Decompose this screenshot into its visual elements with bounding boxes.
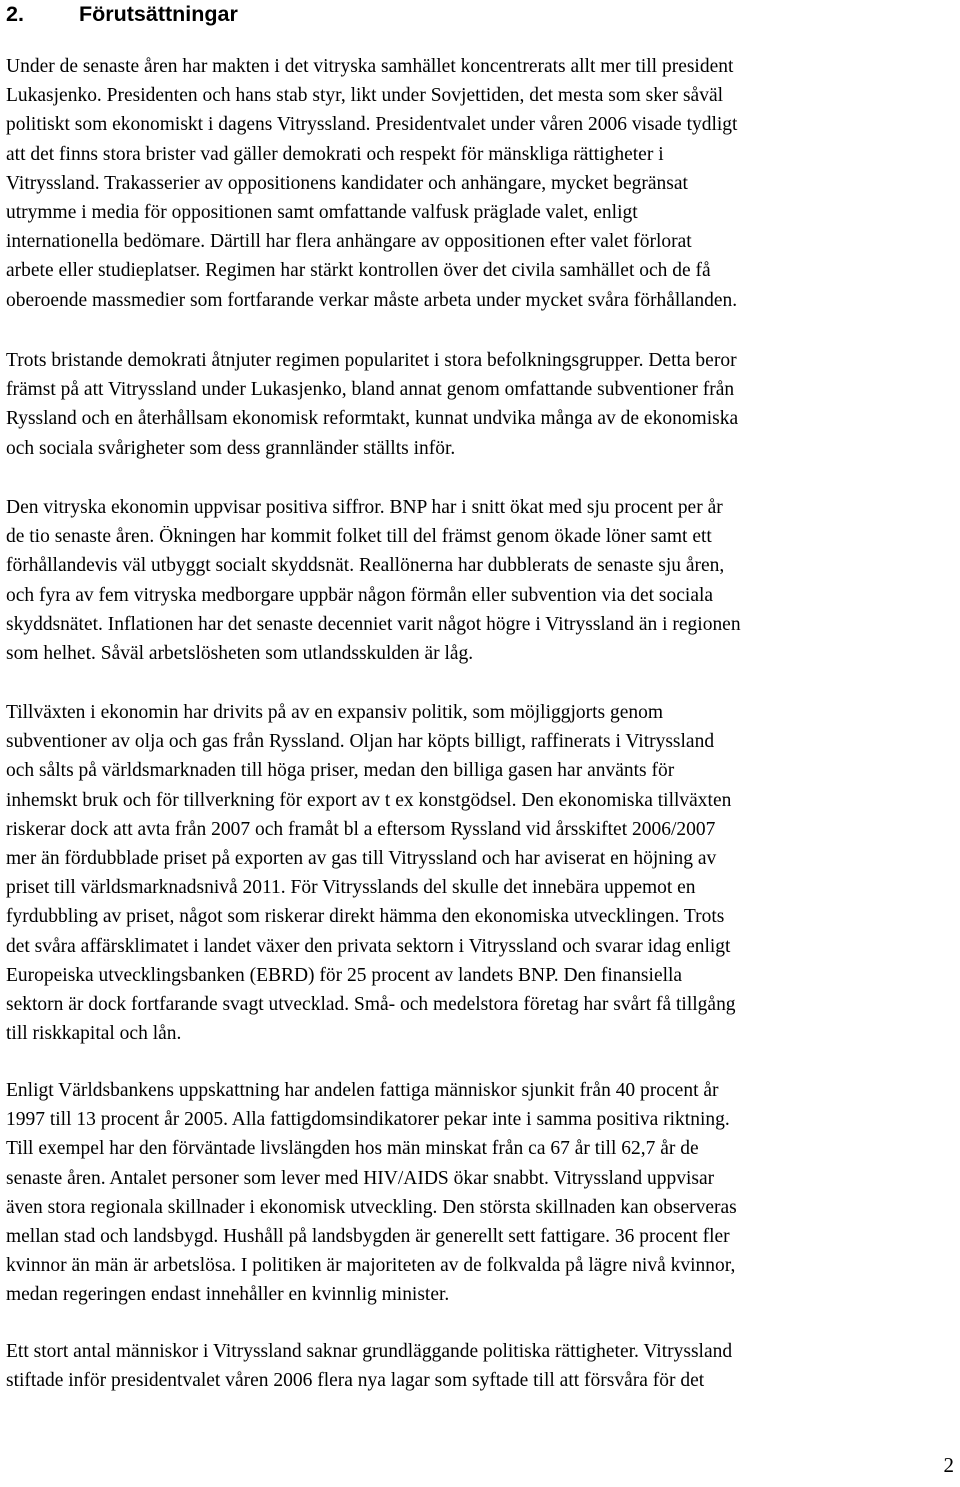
paragraph-2 [6,346,960,463]
text-line: mellan stad och landsbygd. Hushåll på landsbygden är generellt sett fattigare. 36 procent fler [6,1226,730,1248]
text-line: riskerar dock att avta från 2007 och framåt bl a eftersom Ryssland vid årsskiftet 2006/2007 [6,818,716,840]
text-line: subventioner av olja och gas från Ryssland. Oljan har köpts billigt, raffinerats i Vitryssland [6,731,715,753]
section-title: Förutsättningar [79,2,238,26]
text-line: och sålts på världsmarknaden till höga priser, medan den billiga gasen har använts för [6,760,675,782]
text-line: senaste åren. Antalet personer som lever med HIV/AIDS ökar snabbt. Vitryssland uppvisar [6,1167,715,1189]
paragraph-3 [6,493,960,668]
text-line: även stora regionala skillnader i ekonomisk utveckling. Den största skillnaden kan observeras [6,1196,737,1218]
text-line: 1997 till 13 procent år 2005. Alla fattigdomsindikatorer pekar inte i samma positiva riktning. [6,1109,730,1131]
text-line: till riskkapital och lån. [6,1023,182,1045]
text-line: de tio senaste åren. Ökningen har kommit folket till del främst genom ökade löner samt ett [6,526,712,548]
text-line: Enligt Världsbankens uppskattning har andelen fattiga människor sjunkit från 40 procent år [6,1080,719,1101]
text-line: inhemskt bruk och för tillverkning för export av t ex konstgödsel. Den ekonomiska tillväxten [6,789,732,811]
text-line: utrymme i media för oppositionen samt omfattande valfusk präglade valet, enligt [6,202,638,224]
text-line: Europeiska utvecklingsbanken (EBRD) för 25 procent av landets BNP. Den finansiella [6,964,683,986]
text-line: oberoende massmedier som fortfarande verkar måste arbeta under mycket svåra förhållanden. [6,289,738,311]
section-number: 2. [6,2,24,26]
text-line: förhållandevis väl utbyggt socialt skyddsnät. Reallönerna har dubblerats de senaste sju åren, [6,555,725,577]
text-line: internationella bedömare. Därtill har flera anhängare av oppositionen efter valet förlorat [6,231,692,253]
text-line: Trots bristande demokrati åtnjuter regimen popularitet i stora befolkningsgrupper. Detta beror [6,350,737,371]
text-line: och sociala svårigheter som dess grannländer ställts inför. [6,437,456,459]
text-line: och fyra av fem vitryska medborgare uppbär någon förmån eller subvention via det sociala [6,584,714,606]
text-line: Ryssland och en återhållsam ekonomisk reformtakt, kunnat undvika många av de ekonomiska [6,408,739,430]
text-line: arbete eller studieplatser. Regimen har stärkt kontrollen över det civila samhället och de få [6,260,711,282]
text-line: medan regeringen endast innehåller en kvinnlig minister. [6,1284,450,1306]
text-line: sektorn är dock fortfarande svagt utvecklad. Små- och medelstora företag har svårt få tillgång [6,994,736,1016]
text-line: Under de senaste åren har makten i det vitryska samhället koncentrerats allt mer till president [6,56,734,77]
text-line: mer än fördubblade priset på exporten av gas till Vitryssland och har aviserat en höjning av [6,848,717,870]
text-line: Ett stort antal människor i Vitryssland saknar grundläggande politiska rättigheter. Vitryssland [6,1341,733,1362]
text-line: priset till världsmarknadsnivå 2011. För Vitrysslands del skulle det innebära uppemot en [6,877,696,899]
paragraph-1 [6,52,960,315]
text-line: politiskt som ekonomiskt i dagens Vitryssland. Presidentvalet under våren 2006 visade tydligt [6,114,738,136]
text-line: Tillväxten i ekonomin har drivits på av en expansiv politik, som möjliggjorts genom [6,702,664,723]
text-line: skyddsnätet. Inflationen har det senaste decenniet varit något högre i Vitryssland än i regionen [6,613,741,635]
paragraph-4 [6,698,960,1048]
text-line: främst på att Vitryssland under Lukasjenko, bland annat genom omfattande subventioner från [6,379,735,401]
text-line: Den vitryska ekonomin uppvisar positiva siffror. BNP har i snitt ökat med sju procent per år [6,497,723,518]
text-line: att det finns stora brister vad gäller demokrati och respekt för mänskliga rättigheter i [6,143,664,165]
text-line: Till exempel har den förväntade livslängden hos män minskat från ca 67 år till 62,7 år de [6,1138,699,1160]
text-line: det svåra affärsklimatet i landet växer den privata sektorn i Vitryssland och svarar idag enligt [6,935,731,957]
section-heading [6,1,238,27]
paragraph-5 [6,1076,960,1310]
text-line: Vitryssland. Trakasserier av oppositionens kandidater och anhängare, mycket begränsat [6,172,688,194]
text-line: som helhet. Såväl arbetslösheten som utlandsskulden är låg. [6,643,474,665]
text-line: fyrdubbling av priset, något som riskerar direkt hämma den ekonomiska utvecklingen. Trots [6,906,725,928]
text-line: stiftade inför presidentvalet våren 2006 flera nya lagar som syftade till att försvåra för det [6,1370,705,1392]
page-number: 2 [943,1453,954,1477]
paragraph-6 [6,1337,960,1395]
text-line: Lukasjenko. Presidenten och hans stab styr, likt under Sovjettiden, det mesta som sker såväl [6,85,724,107]
text-line: kvinnor än män är arbetslösa. I politiken är majoriteten av de folkvalda på lägre nivå kvinnor, [6,1255,736,1277]
